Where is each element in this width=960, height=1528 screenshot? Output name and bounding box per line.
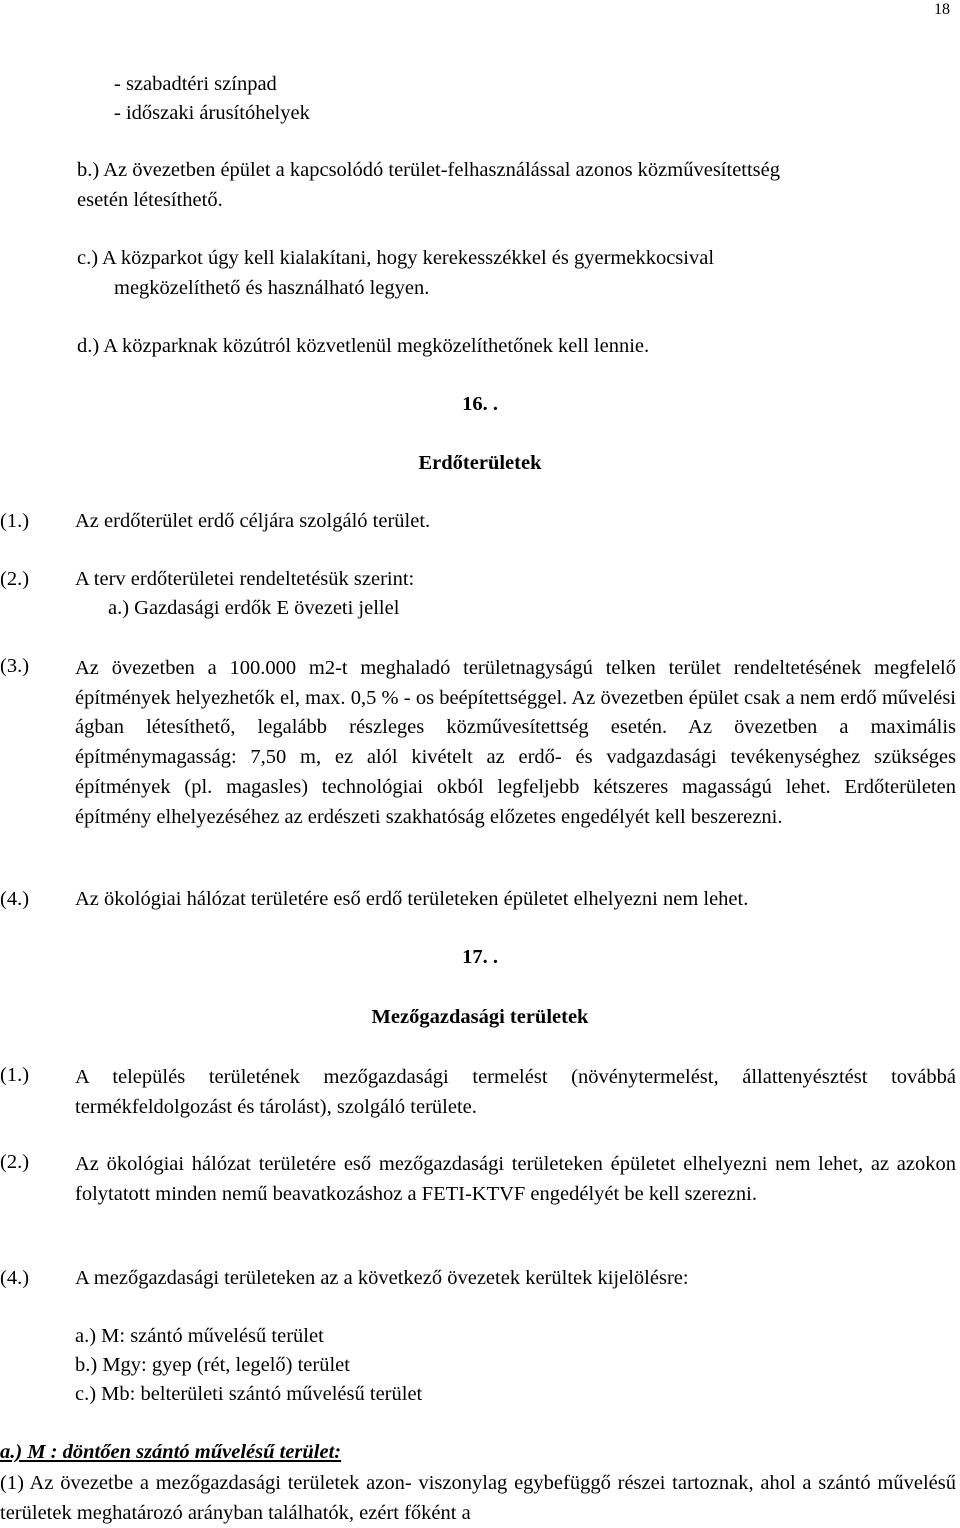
page-number: 18 — [934, 1, 950, 18]
paragraph-d: d.) A közparknak közútról közvetlenül megközelíthetőnek kell lennie. — [77, 335, 650, 357]
paragraph-b-line2: esetén létesíthető. — [77, 189, 223, 211]
zone-item: c.) Mb: belterületi szántó művelésű terület — [75, 1383, 423, 1405]
section-16-number: 16. . — [462, 393, 498, 415]
section-17-p2: Az ökológiai hálózat területére eső mezőgazdasági területeken épületet elhelyezni nem lehet, az azokon folytatott minden nemű beavatkozáshoz a FETI-KTVF engedélyét be kell szerezni. — [75, 1153, 956, 1205]
subsection-a-p1: (1) Az övezetbe a mezőgazdasági területek azon- viszonylag egybefüggő részei tartoznak, ahol a szántó művelésű területek meghatározó arányban találhatók, ezért főként a — [0, 1472, 956, 1524]
paragraph-number: (3.) — [0, 655, 30, 677]
section-16-p4: Az ökológiai hálózat területére eső erdő területeken épületet elhelyezni nem lehet. — [75, 888, 749, 910]
zone-item: b.) Mgy: gyep (rét, legelő) terület — [75, 1354, 350, 1376]
section-16-p1: Az erdőterület erdő céljára szolgáló terület. — [75, 510, 431, 532]
section-16-p2: A terv erdőterületei rendeltetésük szerint: — [75, 568, 415, 590]
section-17-p4: A mezőgazdasági területeken az a következő övezetek kerültek kijelölésre: — [75, 1267, 689, 1289]
section-17-p1: A település területének mezőgazdasági termelést (növénytermelést, állattenyésztést továbbá termékfeldolgozást és tárolást), szolgáló területe. — [75, 1066, 956, 1118]
section-17-number: 17. . — [462, 946, 498, 968]
section-16-p3: Az övezetben a 100.000 m2-t meghaladó területnagyságú telken terület rendeltetésének megfelelő építmények helyezhetők el, max. 0,5 % - os beépítettséggel. Az övezetben épület csak a nem erdő művelési ágban létesíthető, legalább részleges közművesítettség esetén. Az övezetben a maximális építménymagasság: 7,50 m, ez alól kivételt az erdő- és vadgazdasági tevékenységhez szükséges építmények (pl. magasles) technológiai okból legfeljebb kétszeres magasságú lehet. Erdőterületen építmény elhelyezéséhez az erdészeti szakhatóság előzetes engedélyét kell beszerezni. — [75, 657, 956, 828]
paragraph-number: (4.) — [0, 888, 30, 910]
list-item: - időszaki árusítóhelyek — [114, 102, 310, 124]
section-16-p2a: a.) Gazdasági erdők E övezeti jellel — [108, 597, 400, 619]
subsection-a-heading: a.) M : döntően szántó művelésű terület: — [0, 1441, 342, 1463]
paragraph-c-line1: c.) A közparkot úgy kell kialakítani, hogy kerekesszékkel és gyermekkocsival — [77, 247, 715, 269]
zone-item: a.) M: szántó művelésű terület — [75, 1325, 324, 1347]
paragraph-number: (1.) — [0, 510, 30, 532]
paragraph-b-line1: b.) Az övezetben épület a kapcsolódó terület-felhasználással azonos közművesítettség — [77, 159, 781, 181]
paragraph-number: (1.) — [0, 1064, 30, 1086]
paragraph-c-line2: megközelíthető és használható legyen. — [114, 277, 430, 299]
paragraph-number: (2.) — [0, 568, 30, 590]
paragraph-number: (4.) — [0, 1267, 30, 1289]
list-item: - szabadtéri színpad — [114, 73, 277, 95]
section-17-title: Mezőgazdasági területek — [371, 1006, 589, 1028]
paragraph-number: (2.) — [0, 1151, 30, 1173]
section-16-title: Erdőterületek — [418, 452, 542, 474]
